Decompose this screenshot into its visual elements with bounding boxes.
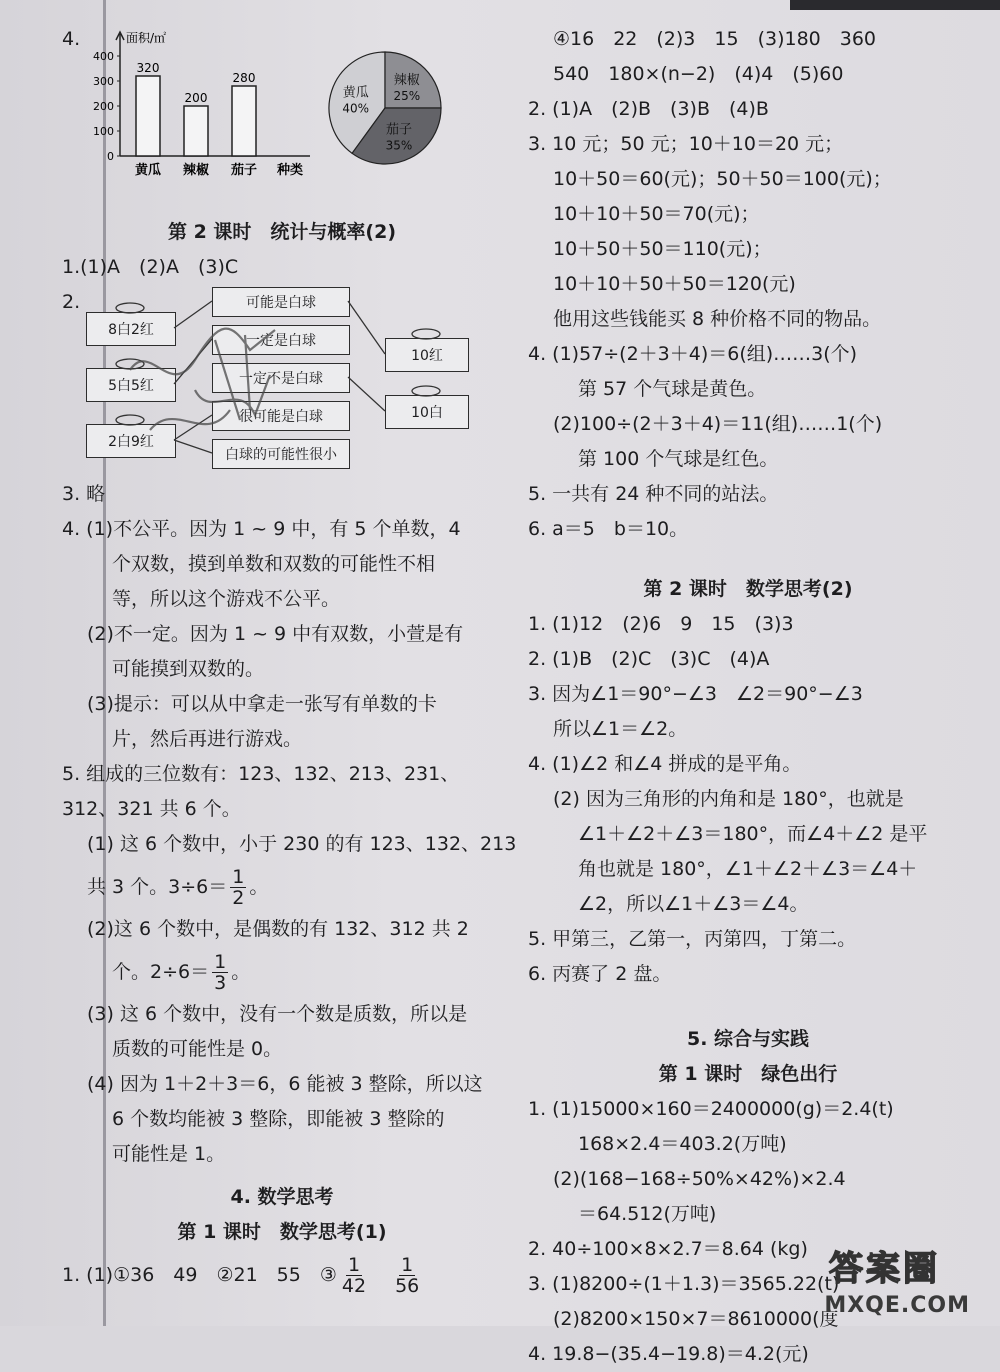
answer-line: 等，所以这个游戏不公平。 (112, 588, 341, 610)
box-8w2r: 8白2红 (86, 312, 176, 346)
x-category-label: 茄子 (230, 163, 258, 178)
answer-line: 1.(1)A (2)A (3)C (62, 256, 239, 278)
watermark-url: MXQE.COM (824, 1293, 970, 1318)
answer-line: 6. 丙赛了 2 盘。 (528, 963, 672, 985)
box-2w9r: 2白9红 (86, 424, 176, 458)
answer-line: 可能性是 1。 (112, 1143, 226, 1165)
bar (232, 86, 256, 156)
answer-line: (2)(168−168÷50%×42%)×2.4 (553, 1168, 846, 1190)
y-tick-label: 400 (93, 50, 114, 63)
answer-line: 个双数，摸到单数和双数的可能性不相 (112, 553, 436, 575)
left-column-lower (62, 477, 517, 1172)
answer-line: (2)8200×150×7＝8610000(度 (553, 1308, 839, 1330)
option-certainly-white: 一定是白球 (212, 325, 350, 355)
y-tick-label: 0 (107, 150, 114, 163)
y-tick-label: 200 (93, 100, 114, 113)
pie-slice-name: 辣椒 (393, 73, 420, 89)
answer-line: 10＋10＋50＋50＝120(元) (553, 273, 796, 295)
answer-line: 3. (1)8200÷(1＋1.3)＝3565.22(t) (528, 1273, 840, 1295)
fraction: $\frac{1}{56}$ (395, 1254, 420, 1297)
answer-line: 角也就是 180°，∠1＋∠2＋∠3＝∠4＋ (578, 858, 918, 880)
section-heading: 第 2 课时 统计与概率(2) (167, 221, 397, 243)
box-5w5r: 5白5红 (86, 368, 176, 402)
x-category-label: 黄瓜 (134, 163, 162, 178)
answer-line-fraction: 共 3 个。3÷6＝ $\frac{1}{2}$ 。 (87, 866, 269, 909)
answer-line: 2. (1)A (2)B (3)B (4)B (528, 98, 769, 120)
answer-line: 所以∠1＝∠2。 (553, 718, 688, 740)
answer-line: 4. (1)57÷(2＋3＋4)＝6(组)……3(个) (528, 343, 858, 365)
pie-slice-percent: 35% (385, 138, 413, 153)
pie-slice-name: 黄瓜 (342, 85, 369, 101)
section-heading: 5. 综合与实践 (686, 1028, 810, 1050)
answer-line: 540 180×(n−2) (4)4 (5)60 (553, 63, 844, 85)
q4-label: 4. (62, 28, 81, 50)
option-likely-white: 很可能是白球 (212, 401, 350, 431)
answer-line: 168×2.4＝403.2(万吨) (578, 1133, 787, 1155)
y-axis-label: 面积/㎡ (126, 31, 167, 45)
bar-value-label: 280 (232, 71, 256, 85)
matching-lines (0, 280, 500, 480)
answer-line: 2. (1)B (2)C (3)C (4)A (528, 648, 770, 670)
answer-line: (2)这 6 个数中，是偶数的有 132、312 共 2 (87, 918, 469, 940)
answer-line: 6. a＝5 b＝10。 (528, 518, 689, 540)
box-10r: 10红 (385, 338, 469, 372)
bar-chart (82, 26, 322, 186)
x-axis-label: 种类 (276, 163, 304, 178)
bar (184, 106, 208, 156)
pie-slice-percent: 25% (393, 89, 421, 104)
right-column (528, 22, 968, 1372)
answer-line: 片，然后再进行游戏。 (112, 728, 303, 750)
answer-line-fraction: 个。2÷6＝ $\frac{1}{3}$ 。 (112, 951, 251, 994)
answer-line: (2)不一定。因为 1 ~ 9 中有双数，小萱是有 (87, 623, 464, 645)
answer-line: (2)100÷(2＋3＋4)＝11(组)……1(个) (553, 413, 883, 435)
left-column-bottom (62, 1180, 502, 1300)
answer-line: (1) 这 6 个数中，小于 230 的有 123、132、213 (87, 833, 517, 855)
watermark-logo: 答案圈 (829, 1249, 940, 1289)
answer-line: 4. 19.8−(35.4−19.8)＝4.2(元) (528, 1343, 809, 1365)
fraction: $\frac{1}{42}$ (341, 1254, 367, 1297)
answer-line: 质数的可能性是 0。 (112, 1038, 283, 1060)
section-heading: 第 1 课时 数学思考(1) (177, 1221, 387, 1243)
answer-line: 可能摸到双数的。 (112, 658, 265, 680)
answer-line: 4. (1)不公平。因为 1 ~ 9 中，有 5 个单数，4 (62, 518, 461, 540)
answer-line: ④16 22 (2)3 15 (3)180 360 (553, 28, 877, 50)
answer-line-fraction: 1. (1)①36 49 ②21 55 ③ $\frac{1}{42}$ $\frac{1}{56}$ (62, 1254, 420, 1297)
answer-line: 10＋50＝60(元)；50＋50＝100(元)； (553, 168, 892, 190)
answer-line: ∠1＋∠2＋∠3＝180°，而∠4＋∠2 是平 (578, 823, 928, 845)
pie-chart (325, 48, 445, 168)
answer-line: 5. 甲第三，乙第一，丙第四，丁第二。 (528, 928, 857, 950)
box-10w: 10白 (385, 395, 469, 429)
answer-line: (3)提示：可以从中拿走一张写有单数的卡 (87, 693, 437, 715)
answer-line: (3) 这 6 个数中，没有一个数是质数，所以是 (87, 1003, 468, 1025)
answer-line: 1. (1)12 (2)6 9 15 (3)3 (528, 613, 794, 635)
answer-line: 4. (1)∠2 和∠4 拼成的是平角。 (528, 753, 802, 775)
answer-line: 3. 因为∠1＝90°−∠3 ∠2＝90°−∠3 (528, 683, 863, 705)
x-category-label: 辣椒 (182, 163, 210, 178)
answer-line: 6 个数均能被 3 整除，即能被 3 整除的 (112, 1108, 445, 1130)
answer-line: 10＋50＋50＝110(元)； (553, 238, 772, 260)
answer-line: ∠2，所以∠1＋∠3＝∠4。 (578, 893, 809, 915)
pie-slice-name: 茄子 (385, 122, 412, 138)
option-maybe-white: 可能是白球 (212, 287, 350, 317)
option-never-white: 一定不是白球 (212, 363, 350, 393)
section-heading: 4. 数学思考 (230, 1186, 334, 1208)
answer-line: 第 57 个气球是黄色。 (578, 378, 767, 400)
section-heading: 第 2 课时 数学思考(2) (643, 578, 853, 600)
bar-value-label: 200 (184, 91, 208, 105)
answer-line: 第 100 个气球是红色。 (578, 448, 779, 470)
answer-line: 10＋10＋50＝70(元)； (553, 203, 760, 225)
y-tick-label: 300 (93, 75, 114, 88)
answer-line: 3. 略 (62, 483, 106, 505)
bar-value-label: 320 (136, 61, 160, 75)
answer-line: ＝64.512(万吨) (578, 1203, 717, 1225)
answer-line: (4) 因为 1＋2＋3＝6，6 能被 3 整除，所以这 (87, 1073, 483, 1095)
fraction: $\frac{1}{2}$ (232, 866, 245, 909)
answer-line: 5. 一共有 24 种不同的站法。 (528, 483, 779, 505)
answer-line: 他用这些钱能买 8 种价格不同的物品。 (553, 308, 882, 330)
answer-line: 312、321 共 6 个。 (62, 798, 241, 820)
section-heading: 第 1 课时 绿色出行 (658, 1063, 838, 1085)
answer-line: 2. (62, 291, 81, 313)
y-tick-label: 100 (93, 125, 114, 138)
bar (136, 76, 160, 156)
answer-line: 2. 40÷100×8×2.7＝8.64 (kg) (528, 1238, 808, 1260)
answer-line: 5. 组成的三位数有：123、132、213、231、 (62, 763, 460, 785)
answer-line: 3. 10 元；50 元；10＋10＝20 元； (528, 133, 844, 155)
option-unlikely-white: 白球的可能性很小 (212, 439, 350, 469)
answer-line: 1. (1)15000×160＝2400000(g)＝2.4(t) (528, 1098, 894, 1120)
page-corner-bar (790, 0, 1000, 10)
pie-slice-percent: 40% (342, 101, 370, 116)
answer-line: (2) 因为三角形的内角和是 180°，也就是 (553, 788, 904, 810)
fraction: $\frac{1}{3}$ (214, 951, 227, 994)
